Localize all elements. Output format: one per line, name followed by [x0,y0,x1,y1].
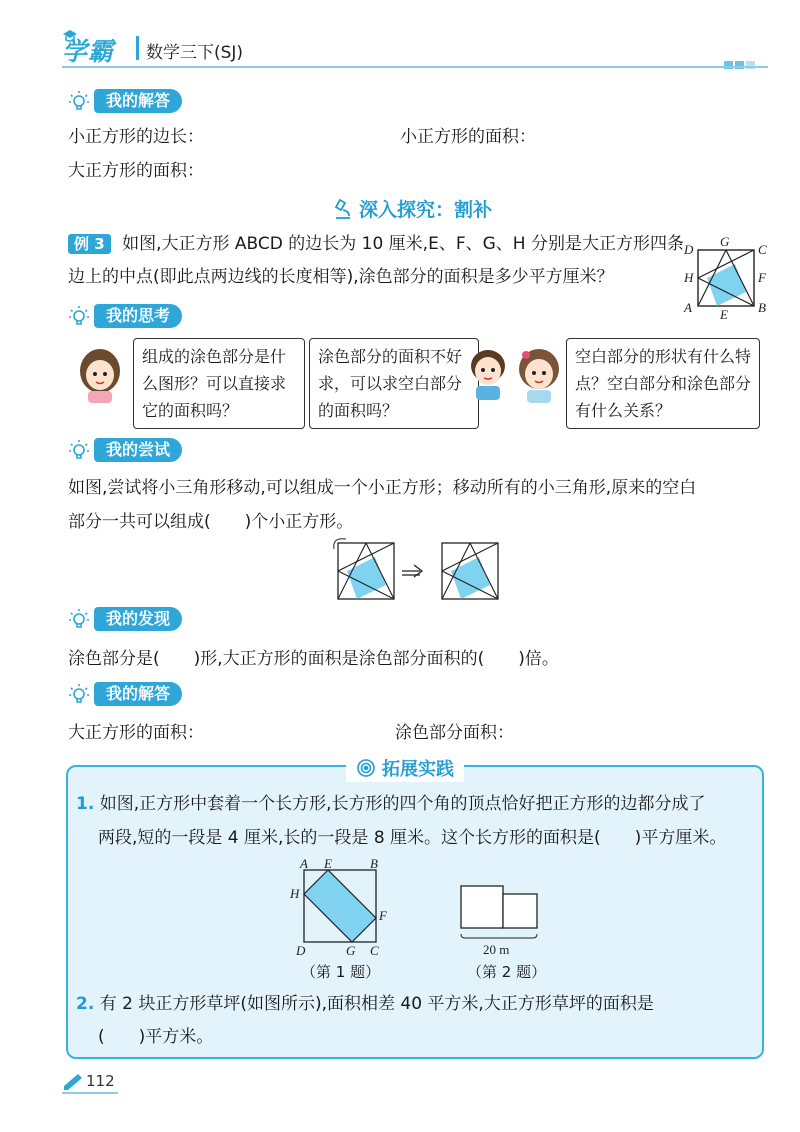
fig2-small-square [503,894,537,928]
fig1-inner-rectangle [304,870,376,942]
header-decoration [724,54,757,73]
section-tag-answer-1 [66,88,182,114]
fig2-dimension-label: 20 m [483,942,510,957]
section-tag-answer-2 [66,681,182,707]
lightbulb-icon [66,88,92,114]
small-square-side-line: 小正方形的边长： [68,127,204,147]
section-tag-label: 我的思考 [94,304,182,328]
attempt-line-1: 如图,尝试将小三角形移动,可以组成一个小正方形；移动所有的小三角形,原来的空白 [68,478,697,498]
example-text-1: 如图,大正方形 ABCD 的边长为 10 厘米,E、F、G、H 分别是大正方形四条 [122,234,684,254]
figure-1-caption: （第 1 题） [301,963,381,981]
section-tag-label: 我的尝试 [94,438,182,462]
label-h: H [684,270,694,285]
boy-avatar-icon [466,346,510,400]
question-2-line-2: ( )平方米。 [98,1027,214,1047]
fig1-label-h: H [290,886,300,901]
explore-heading-text: 深入探究：割补 [359,199,493,221]
large-square-area-line: 大正方形的面积： [68,161,204,181]
label-c: C [758,242,767,257]
small-square-area-line: 小正方形的面积： [400,127,536,147]
large-square-area-answer: 大正方形的面积： [68,723,204,743]
label-d: D [684,242,694,257]
lightbulb-icon [66,681,92,707]
fig1-label-c: C [370,943,379,958]
fig2-large-square [461,886,503,928]
label-g: G [720,236,730,249]
label-f: F [758,270,766,285]
brand-logo: 学霸 [62,37,115,66]
fig1-label-a: A [300,856,308,871]
label-b: B [758,300,766,315]
question-1-number: 1. [76,794,95,814]
attempt-figure-after [442,543,498,599]
discovery-line: 涂色部分是( )形,大正方形的面积是涂色部分面积的( )倍。 [68,649,559,669]
question-2-number: 2. [76,994,95,1014]
explore-heading [333,195,492,222]
header-title: 数学三下(SJ) [146,43,244,63]
example-figure [680,236,772,320]
question-1-line-2: 两段,短的一段是 4 厘米,长的一段是 8 厘米。这个长方形的面积是( )平方厘米。 [98,828,727,848]
right-arrow-icon [402,565,422,577]
label-a: A [684,300,692,315]
pencil-icon [62,1070,86,1090]
example-line-2: 边上的中点(即此点两边线的长度相等),涂色部分的面积是多少平方厘米？ [68,267,614,287]
header-divider [62,66,768,68]
thought-bubble-1: 组成的涂色部分是什么图形？可以直接求它的面积吗？ [133,338,305,429]
section-tag-thinking [66,303,182,329]
thought-bubble-3: 空白部分的形状有什么特点？空白部分和涂色部分有什么关系？ [566,338,760,429]
question-1-figure [282,856,392,960]
fig1-label-f: F [379,908,387,923]
question-2-text-1: 有 2 块正方形草坪(如图所示),面积相差 40 平方米,大正方形草坪的面积是 [99,994,654,1014]
fig2-brace [461,934,537,938]
example-line-1 [68,233,684,255]
practice-title-text: 拓展实践 [382,759,454,780]
lightbulb-icon [66,606,92,632]
girl-avatar-icon [74,345,126,403]
figure-2-caption: （第 2 题） [467,963,547,981]
fig1-label-g: G [346,943,356,958]
lightbulb-icon [66,437,92,463]
section-tag-attempt [66,437,182,463]
label-e: E [720,307,728,320]
attempt-figures [330,535,510,603]
microscope-icon [333,198,353,220]
target-icon [356,758,376,778]
question-2-line-1 [76,993,654,1015]
fig1-label-d: D [296,943,306,958]
section-tag-label: 我的解答 [94,89,182,113]
attempt-line-2: 部分一共可以组成( )个小正方形。 [68,512,354,532]
question-1-line-1 [76,793,706,815]
page-number: 112 [86,1072,115,1090]
lightbulb-icon [66,303,92,329]
footer-underline [62,1092,118,1094]
girl-avatar-2-icon [514,345,564,403]
attempt-figure-before [334,539,394,599]
brand-separator [136,36,139,60]
thought-bubble-2: 涂色部分的面积不好求，可以求空白部分的面积吗？ [309,338,479,429]
fig1-label-b: B [370,856,378,871]
shaded-area-answer: 涂色部分面积： [395,723,514,743]
question-2-figure [455,880,545,960]
practice-title [346,754,464,782]
question-1-text-1: 如图,正方形中套着一个长方形,长方形的四个角的顶点恰好把正方形的边都分成了 [99,794,706,814]
section-tag-label: 我的发现 [94,607,182,631]
fig1-label-e: E [324,856,332,871]
section-tag-label: 我的解答 [94,682,182,706]
section-tag-discovery [66,606,182,632]
example-badge: 例 3 [68,234,111,254]
